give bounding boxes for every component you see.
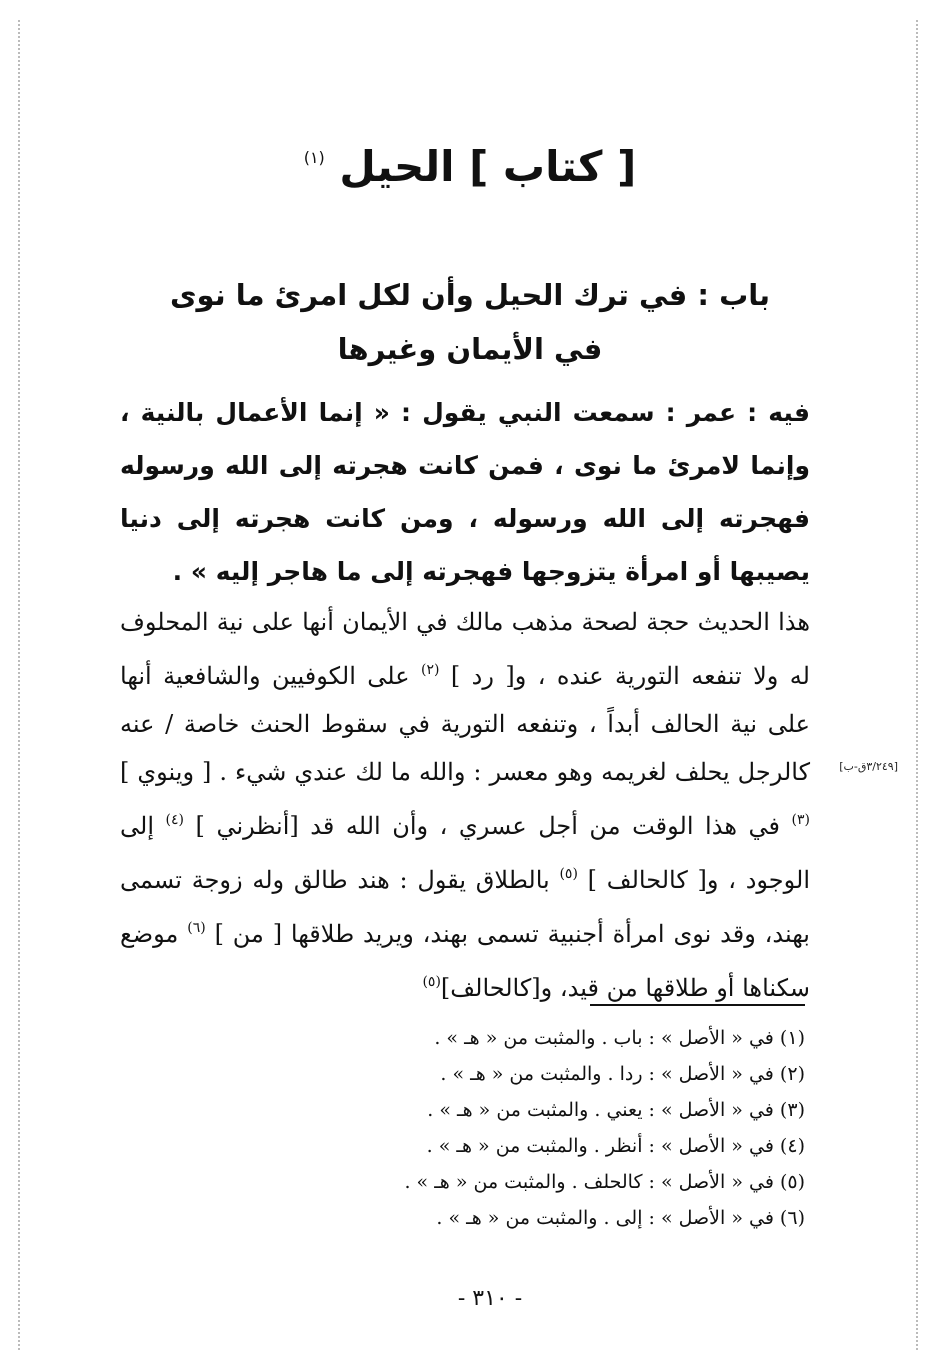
commentary-segment-6: موضع سكناها أو طلاقها من قيد، و[كالحالف] bbox=[120, 920, 810, 1002]
commentary-segment-5: بالطلاق يقول : هند طالق وله زوجة تسمى بهند، وقد نوى امرأة أجنبية تسمى بهند، ويريد طلاقها [ من ] bbox=[120, 866, 810, 948]
footnote-ref-5-repeat: (٥) bbox=[422, 974, 441, 990]
footnote-4: (٤) في « الأصل » : أنظر . والمثبت من « هـ » . bbox=[426, 1135, 805, 1157]
commentary-segment-3: في هذا الوقت من أجل عسري ، وأن الله قد [أنظرني ] bbox=[195, 812, 780, 840]
footnote-6: (٦) في « الأصل » : إلى . والمثبت من « هـ » . bbox=[436, 1207, 805, 1229]
footnote-ref-6: (٦) bbox=[187, 920, 206, 936]
footnote-3: (٣) في « الأصل » : يعني . والمثبت من « هـ » . bbox=[427, 1099, 805, 1121]
footnote-2: (٢) في « الأصل » : ردا . والمثبت من « هـ » . bbox=[440, 1063, 805, 1085]
footnote-separator bbox=[590, 1004, 805, 1006]
commentary-segment-1: هذا الحديث حجة لصحة مذهب مالك في الأيمان أنها على نية المحلوف له ولا تنفعه التورية عنده ، و[ رد ] bbox=[120, 608, 810, 690]
left-margin-dots bbox=[18, 20, 20, 1350]
footnote-1: (١) في « الأصل » : باب . والمثبت من « هـ » . bbox=[434, 1027, 805, 1049]
footnote-ref-4: (٤) bbox=[165, 812, 184, 828]
chapter-title-line-1: باب : في ترك الحيل وأن لكل امرئ ما نوى bbox=[169, 278, 771, 312]
footnote-ref-5: (٥) bbox=[559, 866, 578, 882]
commentary-segment-2: على الكوفيين والشافعية أنها على نية الحالف أبداً ، وتنفعه التورية في سقوط الحنث خاصة / عنه كالرجل يحلف لغريمه وهو معسر : والله ما لك عندي شيء . [ وينوي ] bbox=[120, 662, 810, 786]
chapter-title bbox=[140, 268, 800, 376]
page-number: - ٣١٠ - bbox=[457, 1286, 523, 1311]
right-margin-dots bbox=[916, 20, 918, 1350]
hadith-text: فيه : عمر : سمعت النبي يقول : « إنما الأعمال بالنية ، وإنما لامرئ ما نوى ، فمن كانت هجرته إلى الله ورسوله فهجرته إلى الله ورسوله ، ومن كانت هجرته إلى دنيا يصيبها أو امرأة يتزوجها فهجرته إلى ما هاجر إليه » . bbox=[120, 398, 810, 586]
book-title-note-ref: (١) bbox=[303, 148, 325, 167]
book-title-text: [ كتاب ] الحيل bbox=[339, 142, 637, 191]
book-title bbox=[120, 128, 820, 197]
footnote-ref-3: (٣) bbox=[791, 812, 810, 828]
chapter-title-line-2: في الأيمان وغيرها bbox=[337, 332, 603, 366]
manuscript-folio-ref: [٣/٢٤٩ق-ب] bbox=[839, 760, 898, 773]
commentary-paragraph bbox=[120, 598, 810, 1012]
footnote-5: (٥) في « الأصل » : كالحلف . والمثبت من « هـ » . bbox=[404, 1171, 805, 1193]
footnotes bbox=[300, 1020, 805, 1236]
footnote-ref-2: (٢) bbox=[420, 662, 440, 678]
commentary-segment-4: إلى الوجود ، و[ كالحالف ] bbox=[120, 812, 810, 894]
